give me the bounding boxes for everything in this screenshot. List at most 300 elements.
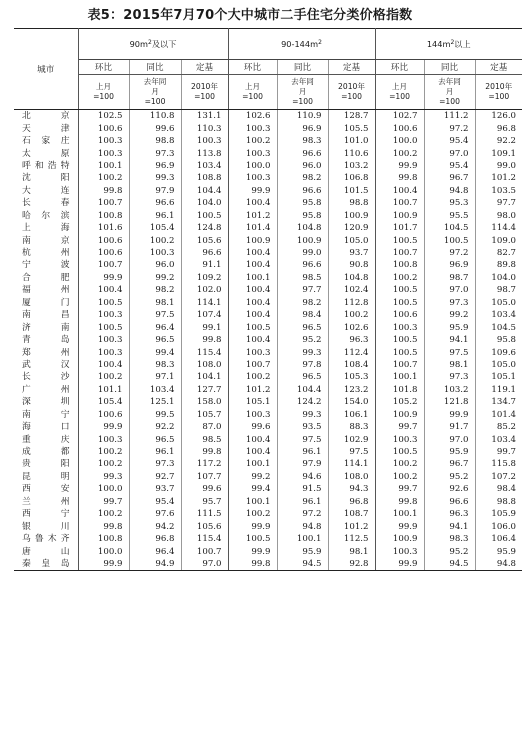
index-value: 100.3	[375, 433, 424, 445]
index-value: 105.0	[475, 359, 522, 371]
city-column-header: 城市	[14, 29, 78, 110]
table-row	[14, 210, 522, 222]
table-row	[14, 222, 522, 234]
index-value: 96.4	[129, 321, 181, 333]
index-value: 124.2	[277, 396, 328, 408]
subheader-0: 环比	[375, 60, 424, 75]
index-value: 101.4	[475, 409, 522, 421]
city-name: 昆明	[14, 471, 78, 483]
index-value: 99.5	[129, 409, 181, 421]
index-value: 100.1	[375, 371, 424, 383]
index-value: 123.2	[328, 384, 375, 396]
table-row	[14, 284, 522, 296]
index-value: 100.3	[78, 147, 129, 159]
index-value: 92.2	[475, 135, 522, 147]
index-value: 103.4	[475, 309, 522, 321]
index-value: 100.9	[228, 234, 277, 246]
index-value: 97.3	[129, 147, 181, 159]
index-value: 96.6	[277, 259, 328, 271]
price-index-table	[14, 28, 522, 571]
index-value: 96.6	[277, 147, 328, 159]
index-value: 100.4	[78, 359, 129, 371]
index-value: 100.2	[78, 446, 129, 458]
table-row	[14, 409, 522, 421]
index-value: 95.2	[277, 334, 328, 346]
index-value: 98.4	[277, 309, 328, 321]
index-value: 94.8	[424, 185, 475, 197]
city-name: 沈阳	[14, 172, 78, 184]
index-value: 99.7	[78, 496, 129, 508]
base-label-2: 2010年 =100	[181, 75, 228, 110]
index-value: 100.1	[228, 496, 277, 508]
index-value: 99.6	[228, 421, 277, 433]
index-value: 91.1	[181, 259, 228, 271]
index-value: 100.6	[78, 247, 129, 259]
subheader-1: 同比	[129, 60, 181, 75]
table-row	[14, 272, 522, 284]
index-value: 101.6	[78, 222, 129, 234]
index-value: 100.4	[78, 284, 129, 296]
index-value: 106.1	[328, 409, 375, 421]
index-value: 96.5	[129, 433, 181, 445]
index-value: 99.6	[181, 483, 228, 495]
index-value: 124.8	[181, 222, 228, 234]
index-value: 158.0	[181, 396, 228, 408]
index-value: 96.5	[277, 321, 328, 333]
index-value: 100.6	[375, 309, 424, 321]
index-value: 95.8	[475, 334, 522, 346]
index-value: 100.3	[375, 321, 424, 333]
index-value: 99.7	[375, 421, 424, 433]
table-row	[14, 172, 522, 184]
index-value: 100.5	[375, 334, 424, 346]
index-value: 100.2	[228, 135, 277, 147]
index-value: 104.0	[475, 272, 522, 284]
index-value: 98.1	[424, 359, 475, 371]
index-value: 96.5	[129, 334, 181, 346]
index-value: 95.2	[424, 471, 475, 483]
index-value: 105.0	[328, 234, 375, 246]
index-value: 99.3	[78, 471, 129, 483]
index-value: 100.1	[228, 272, 277, 284]
base-label-0: 上月 =100	[78, 75, 129, 110]
index-value: 88.3	[328, 421, 375, 433]
index-value: 121.8	[424, 396, 475, 408]
index-value: 101.0	[328, 135, 375, 147]
index-value: 92.6	[424, 483, 475, 495]
index-value: 100.2	[375, 471, 424, 483]
base-label-2: 2010年 =100	[328, 75, 375, 110]
index-value: 100.4	[228, 433, 277, 445]
table-row	[14, 359, 522, 371]
index-value: 100.3	[228, 122, 277, 134]
table-row	[14, 371, 522, 383]
index-value: 100.2	[78, 508, 129, 520]
index-value: 100.7	[181, 545, 228, 557]
index-value: 100.9	[375, 210, 424, 222]
table-row	[14, 147, 522, 159]
index-value: 107.2	[475, 471, 522, 483]
base-label-0: 上月 =100	[228, 75, 277, 110]
index-value: 100.2	[78, 371, 129, 383]
index-value: 96.8	[328, 496, 375, 508]
table-row	[14, 297, 522, 309]
index-value: 100.3	[129, 247, 181, 259]
index-value: 102.9	[328, 433, 375, 445]
index-value: 93.7	[129, 483, 181, 495]
index-value: 99.9	[424, 409, 475, 421]
index-value: 99.4	[129, 346, 181, 358]
index-value: 95.4	[424, 160, 475, 172]
index-value: 110.9	[277, 110, 328, 123]
index-value: 105.9	[475, 508, 522, 520]
index-value: 98.3	[129, 359, 181, 371]
city-name: 上海	[14, 222, 78, 234]
index-value: 94.1	[424, 520, 475, 532]
index-value: 100.2	[129, 234, 181, 246]
table-row	[14, 110, 522, 123]
index-value: 100.4	[228, 309, 277, 321]
city-name: 济南	[14, 321, 78, 333]
index-value: 98.4	[475, 483, 522, 495]
index-value: 97.5	[129, 309, 181, 321]
index-value: 105.4	[129, 222, 181, 234]
index-value: 97.5	[328, 446, 375, 458]
index-value: 109.1	[475, 147, 522, 159]
index-value: 95.4	[129, 496, 181, 508]
table-row	[14, 446, 522, 458]
index-value: 100.4	[228, 247, 277, 259]
index-value: 96.0	[129, 259, 181, 271]
index-value: 96.1	[277, 446, 328, 458]
index-value: 96.1	[129, 446, 181, 458]
index-value: 100.2	[375, 147, 424, 159]
table-row	[14, 533, 522, 545]
table-row	[14, 545, 522, 557]
index-value: 96.8	[475, 122, 522, 134]
index-value: 104.8	[277, 222, 328, 234]
index-value: 111.5	[181, 508, 228, 520]
index-value: 98.0	[475, 210, 522, 222]
index-value: 95.9	[277, 545, 328, 557]
index-value: 100.2	[328, 309, 375, 321]
index-value: 94.6	[277, 471, 328, 483]
table-row	[14, 396, 522, 408]
city-name: 海口	[14, 421, 78, 433]
group-header-small: $90m^2$及以下	[78, 29, 228, 60]
table-row	[14, 234, 522, 246]
index-value: 131.1	[181, 110, 228, 123]
city-name: 深圳	[14, 396, 78, 408]
subheader-1: 同比	[277, 60, 328, 75]
table-row	[14, 558, 522, 571]
index-value: 114.1	[181, 297, 228, 309]
index-value: 127.7	[181, 384, 228, 396]
index-value: 98.2	[277, 297, 328, 309]
index-value: 100.3	[78, 433, 129, 445]
index-value: 98.8	[328, 197, 375, 209]
subheader-0: 环比	[228, 60, 277, 75]
index-value: 100.5	[375, 284, 424, 296]
index-value: 98.8	[129, 135, 181, 147]
index-value: 105.6	[181, 520, 228, 532]
index-value: 98.1	[129, 297, 181, 309]
index-value: 103.4	[475, 433, 522, 445]
table-row	[14, 135, 522, 147]
index-value: 98.5	[277, 272, 328, 284]
index-value: 95.3	[424, 197, 475, 209]
index-value: 100.0	[78, 483, 129, 495]
index-value: 100.7	[375, 247, 424, 259]
index-value: 100.8	[375, 259, 424, 271]
index-value: 99.8	[375, 496, 424, 508]
table-row	[14, 334, 522, 346]
index-value: 97.3	[424, 297, 475, 309]
index-value: 97.7	[277, 284, 328, 296]
table-row	[14, 160, 522, 172]
index-value: 98.3	[424, 533, 475, 545]
index-value: 100.8	[78, 533, 129, 545]
index-value: 154.0	[328, 396, 375, 408]
city-name: 兰州	[14, 496, 78, 508]
index-value: 99.3	[129, 172, 181, 184]
index-value: 91.5	[277, 483, 328, 495]
index-value: 96.6	[181, 247, 228, 259]
index-value: 98.7	[424, 272, 475, 284]
index-value: 97.0	[424, 284, 475, 296]
table-row	[14, 247, 522, 259]
index-value: 104.5	[424, 222, 475, 234]
index-value: 87.0	[181, 421, 228, 433]
index-value: 113.8	[181, 147, 228, 159]
index-value: 99.4	[228, 483, 277, 495]
index-value: 96.6	[129, 197, 181, 209]
index-value: 99.7	[475, 446, 522, 458]
index-value: 100.3	[78, 334, 129, 346]
index-value: 99.2	[129, 272, 181, 284]
index-value: 100.7	[78, 197, 129, 209]
index-value: 96.9	[129, 160, 181, 172]
index-value: 94.5	[424, 558, 475, 571]
index-value: 100.3	[375, 545, 424, 557]
index-value: 103.2	[424, 384, 475, 396]
index-value: 100.5	[375, 297, 424, 309]
city-name: 银川	[14, 520, 78, 532]
index-value: 100.7	[78, 259, 129, 271]
index-value: 107.4	[181, 309, 228, 321]
index-value: 97.3	[129, 458, 181, 470]
index-value: 100.1	[375, 508, 424, 520]
city-name: 郑州	[14, 346, 78, 358]
index-value: 109.6	[475, 346, 522, 358]
index-value: 99.8	[78, 520, 129, 532]
index-value: 101.2	[228, 210, 277, 222]
table-row	[14, 433, 522, 445]
index-value: 100.0	[228, 160, 277, 172]
index-value: 98.3	[277, 135, 328, 147]
index-value: 101.2	[328, 520, 375, 532]
index-value: 102.7	[375, 110, 424, 123]
index-value: 110.8	[129, 110, 181, 123]
index-value: 96.4	[129, 545, 181, 557]
subheader-0: 环比	[78, 60, 129, 75]
index-value: 100.3	[181, 135, 228, 147]
index-value: 100.4	[228, 197, 277, 209]
table-row	[14, 197, 522, 209]
index-value: 126.0	[475, 110, 522, 123]
city-name: 乌鲁木齐	[14, 533, 78, 545]
index-value: 94.9	[129, 558, 181, 571]
table-row	[14, 321, 522, 333]
index-value: 100.3	[228, 346, 277, 358]
city-name: 北京	[14, 110, 78, 123]
index-value: 99.2	[228, 471, 277, 483]
city-name: 南昌	[14, 309, 78, 321]
index-value: 95.8	[277, 197, 328, 209]
index-value: 108.0	[181, 359, 228, 371]
table-row	[14, 185, 522, 197]
index-value: 99.2	[424, 309, 475, 321]
base-label-1: 去年同 月 =100	[424, 75, 475, 110]
index-value: 99.9	[228, 520, 277, 532]
base-label-0: 上月 =100	[375, 75, 424, 110]
base-label-1: 去年同 月 =100	[129, 75, 181, 110]
index-value: 96.6	[424, 496, 475, 508]
index-value: 106.0	[475, 520, 522, 532]
index-value: 104.4	[277, 384, 328, 396]
index-value: 97.0	[424, 433, 475, 445]
index-value: 112.5	[328, 533, 375, 545]
index-value: 100.4	[228, 446, 277, 458]
index-value: 100.5	[375, 346, 424, 358]
index-value: 97.2	[277, 508, 328, 520]
index-value: 96.6	[277, 185, 328, 197]
index-value: 99.0	[475, 160, 522, 172]
index-value: 112.8	[328, 297, 375, 309]
table-row	[14, 458, 522, 470]
index-value: 107.7	[181, 471, 228, 483]
index-value: 100.3	[78, 135, 129, 147]
city-name: 广州	[14, 384, 78, 396]
table-row	[14, 508, 522, 520]
index-value: 100.6	[78, 122, 129, 134]
city-name: 西宁	[14, 508, 78, 520]
index-value: 102.0	[181, 284, 228, 296]
index-value: 97.1	[129, 371, 181, 383]
index-value: 97.5	[424, 346, 475, 358]
table-row	[14, 483, 522, 495]
index-value: 108.4	[328, 359, 375, 371]
index-value: 100.1	[277, 533, 328, 545]
index-value: 109.2	[181, 272, 228, 284]
index-value: 99.8	[375, 172, 424, 184]
index-value: 103.4	[181, 160, 228, 172]
index-value: 120.9	[328, 222, 375, 234]
subheader-2: 定基	[475, 60, 522, 75]
index-value: 99.9	[228, 545, 277, 557]
index-value: 102.4	[328, 284, 375, 296]
index-value: 98.2	[277, 172, 328, 184]
index-value: 125.1	[129, 396, 181, 408]
index-value: 102.5	[78, 110, 129, 123]
index-value: 114.1	[328, 458, 375, 470]
index-value: 96.9	[424, 259, 475, 271]
index-value: 100.0	[78, 545, 129, 557]
index-value: 95.9	[424, 321, 475, 333]
index-value: 100.4	[228, 297, 277, 309]
index-value: 100.5	[228, 533, 277, 545]
table-title: 表5：2015年7月70个大中城市二手住宅分类价格指数	[87, 8, 413, 23]
city-name: 成都	[14, 446, 78, 458]
index-value: 99.9	[228, 185, 277, 197]
index-value: 97.5	[277, 433, 328, 445]
index-value: 99.9	[78, 272, 129, 284]
index-value: 97.7	[475, 197, 522, 209]
index-value: 104.4	[181, 185, 228, 197]
index-value: 100.9	[375, 409, 424, 421]
index-value: 99.8	[78, 185, 129, 197]
index-value: 100.5	[78, 321, 129, 333]
index-value: 108.8	[181, 172, 228, 184]
index-value: 98.2	[129, 284, 181, 296]
city-name: 合肥	[14, 272, 78, 284]
index-value: 105.4	[78, 396, 129, 408]
index-value: 98.7	[475, 284, 522, 296]
index-value: 100.4	[228, 259, 277, 271]
index-value: 94.5	[277, 558, 328, 571]
index-value: 115.8	[475, 458, 522, 470]
city-name: 石家庄	[14, 135, 78, 147]
index-value: 94.1	[424, 334, 475, 346]
index-value: 128.7	[328, 110, 375, 123]
index-value: 99.8	[228, 558, 277, 571]
index-value: 103.4	[129, 384, 181, 396]
index-value: 114.4	[475, 222, 522, 234]
index-value: 95.8	[277, 210, 328, 222]
table-row	[14, 309, 522, 321]
group-header-large: $144m^2$以上	[375, 29, 522, 60]
index-value: 99.6	[129, 122, 181, 134]
index-value: 95.2	[424, 545, 475, 557]
index-value: 100.6	[78, 409, 129, 421]
index-value: 104.5	[475, 321, 522, 333]
city-name: 唐山	[14, 545, 78, 557]
index-value: 96.8	[129, 533, 181, 545]
index-value: 99.9	[78, 558, 129, 571]
index-value: 97.9	[277, 458, 328, 470]
index-value: 99.9	[375, 520, 424, 532]
index-value: 99.9	[375, 558, 424, 571]
subheader-1: 同比	[424, 60, 475, 75]
index-value: 100.4	[228, 284, 277, 296]
index-value: 105.5	[328, 122, 375, 134]
index-value: 100.3	[228, 409, 277, 421]
index-value: 99.3	[277, 409, 328, 421]
index-value: 105.1	[475, 371, 522, 383]
index-value: 100.5	[228, 321, 277, 333]
index-value: 99.7	[375, 483, 424, 495]
table-row	[14, 471, 522, 483]
index-value: 108.7	[328, 508, 375, 520]
index-value: 99.3	[277, 346, 328, 358]
index-value: 101.2	[475, 172, 522, 184]
index-value: 101.4	[228, 222, 277, 234]
index-value: 94.3	[328, 483, 375, 495]
index-value: 89.8	[475, 259, 522, 271]
city-name: 厦门	[14, 297, 78, 309]
index-value: 96.7	[424, 458, 475, 470]
index-value: 99.8	[181, 446, 228, 458]
